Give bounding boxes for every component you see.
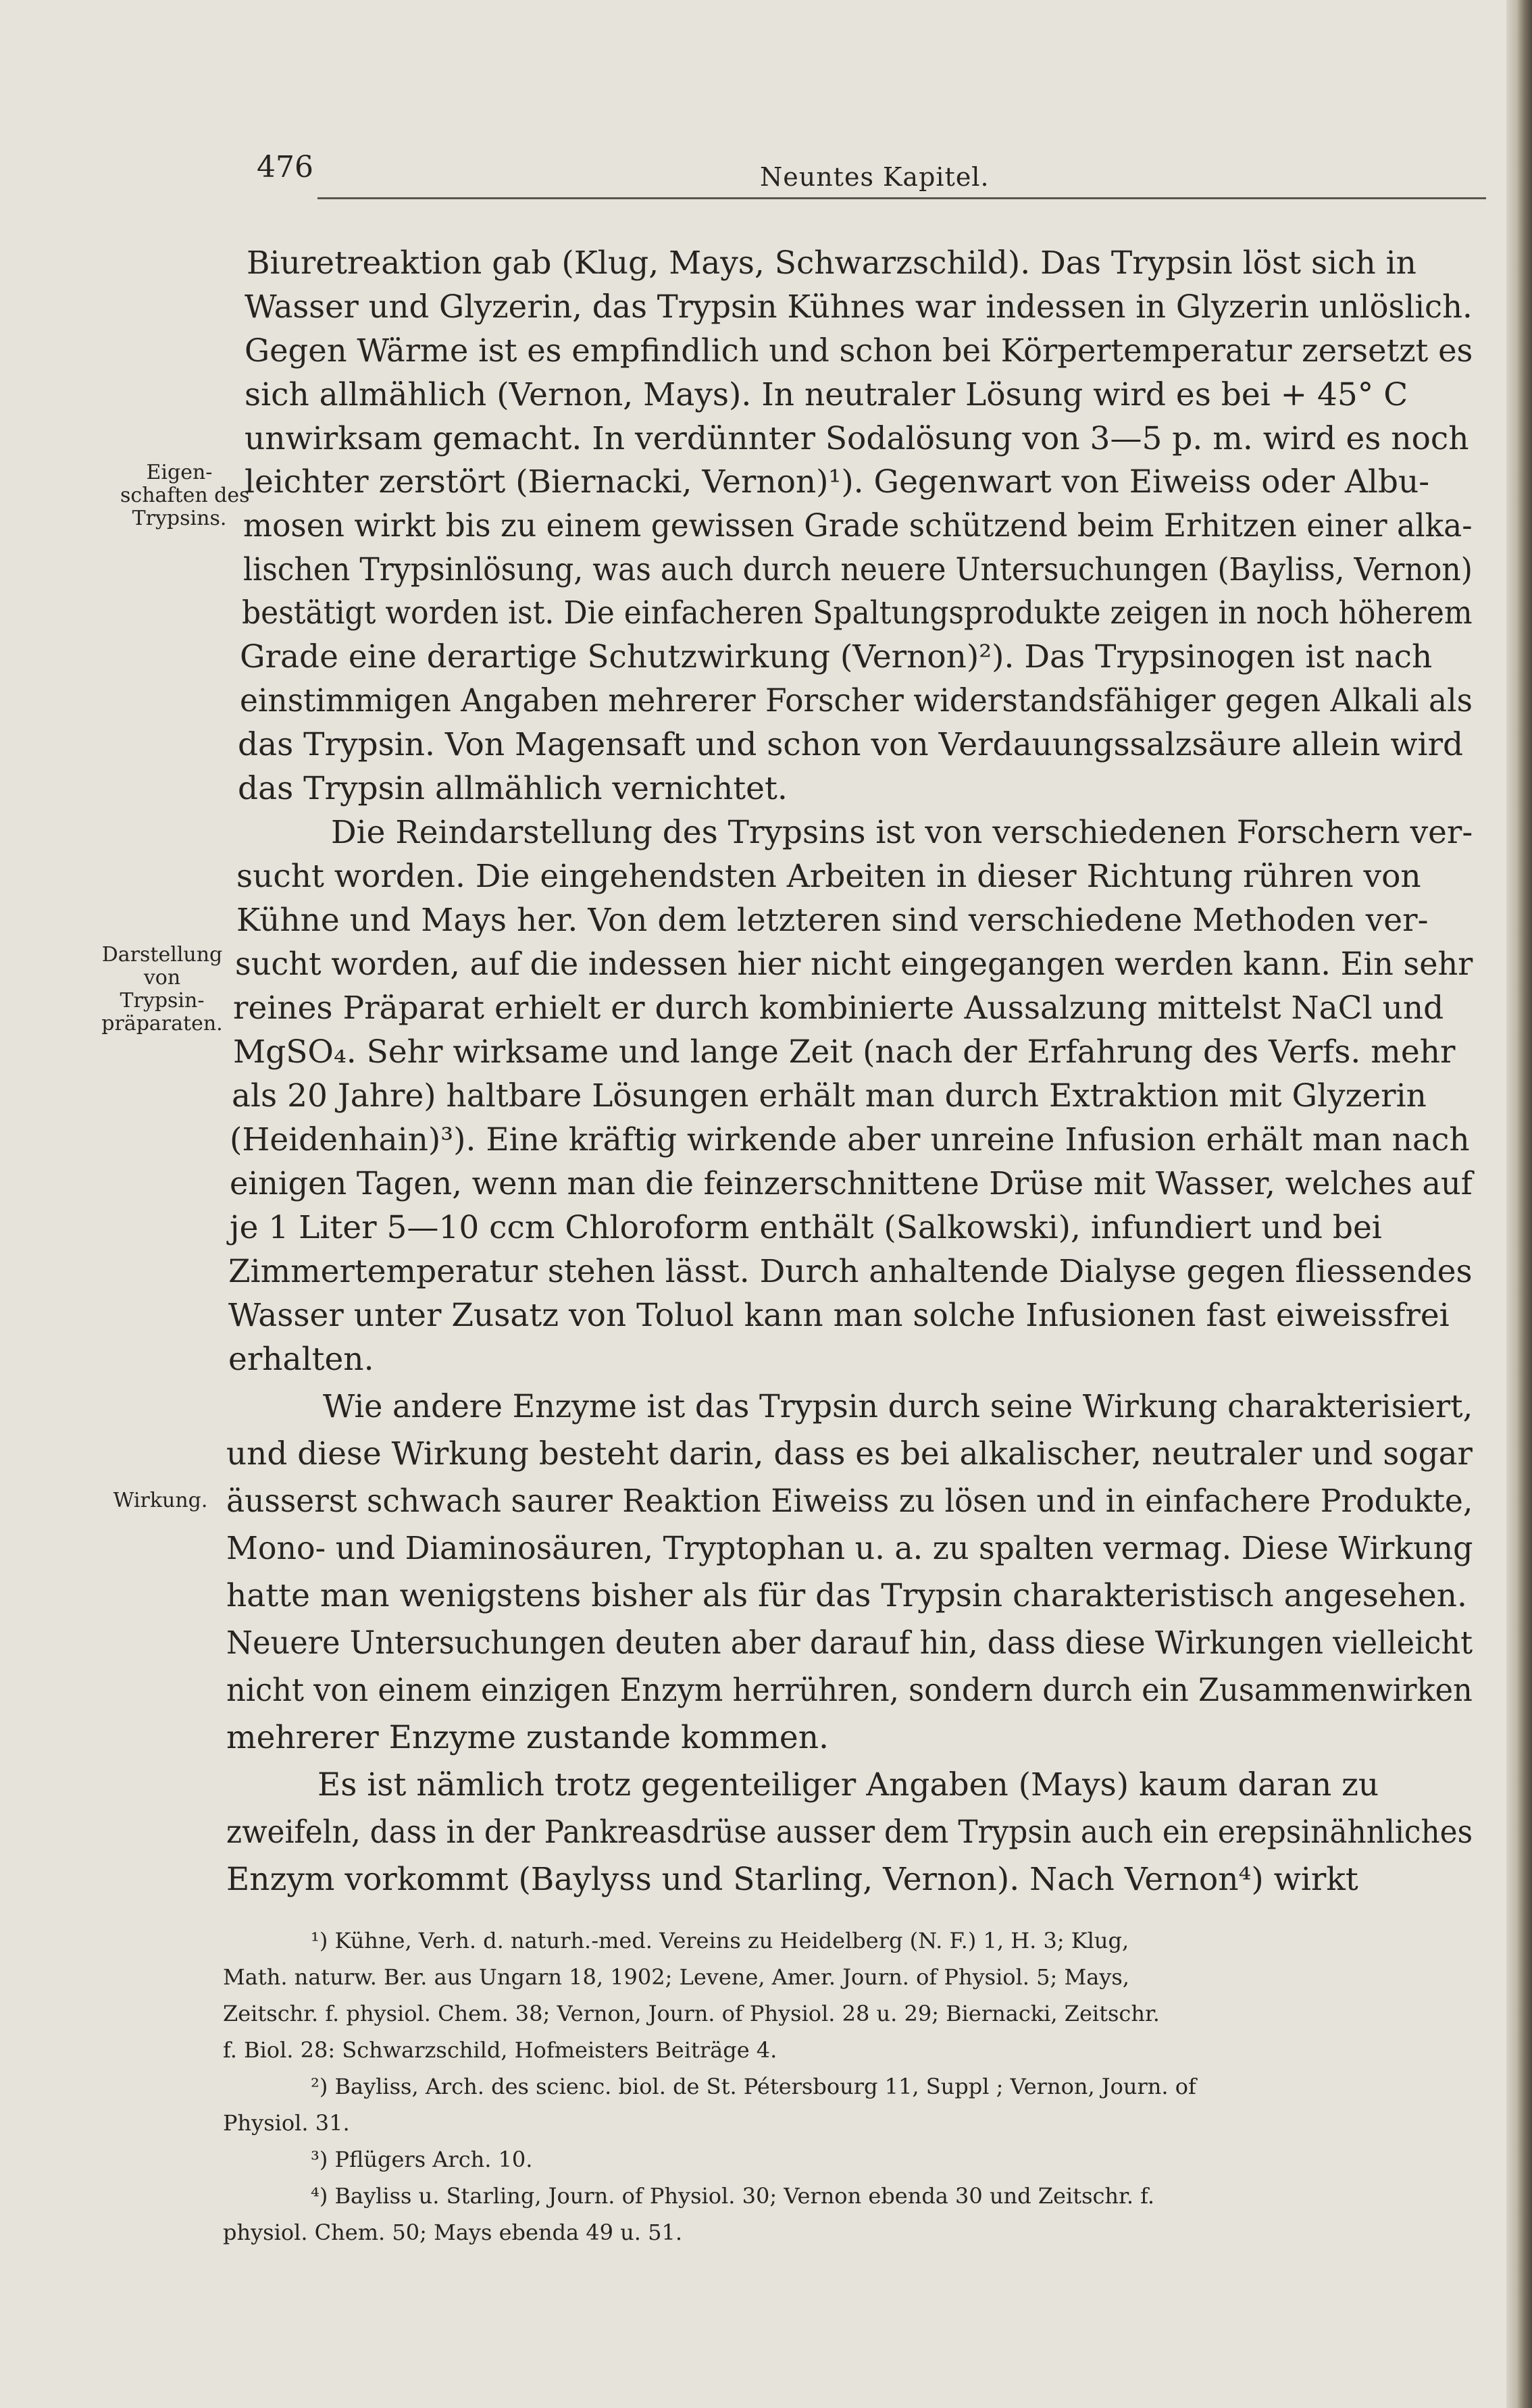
footnote-line: ³) Pflügers Arch. 10.	[311, 2147, 533, 2172]
page-number: 476	[257, 150, 313, 184]
body-line: Es ist nämlich trotz gegenteiliger Angaben (Mays) kaum daran zu	[317, 1766, 1379, 1803]
running-title: Neuntes Kapitel.	[760, 162, 990, 192]
body-line: bestätigt worden ist. Die einfacheren Spaltungsprodukte zeigen in noch höherem	[242, 594, 1473, 632]
body-line: Enzym vorkommt (Baylyss und Starling, Vernon). Nach Vernon⁴) wirkt	[226, 1861, 1358, 1898]
body-line: Neuere Untersuchungen deuten aber darauf hin, dass diese Wirkungen vielleicht	[226, 1624, 1473, 1662]
body-line: mosen wirkt bis zu einem gewissen Grade schützend beim Erhitzen einer alka-	[243, 507, 1473, 544]
page-edge-shadow	[1506, 0, 1532, 2408]
side-note-wirkung	[101, 1489, 220, 1512]
footnote-line: Zeitschr. f. physiol. Chem. 38; Vernon, Journ. of Physiol. 28 u. 29; Biernacki, Zeitschr.	[223, 2001, 1160, 2026]
body-line: mehrerer Enzyme zustande kommen.	[226, 1719, 829, 1756]
body-line: nicht von einem einzigen Enzym herrühren, sondern durch ein Zusammenwirken	[226, 1672, 1473, 1709]
footnote-line: ¹) Kühne, Verh. d. naturh.-med. Vereins zu Heidelberg (N. F.) 1, H. 3; Klug,	[311, 1928, 1129, 1953]
body-line: leichter zerstört (Biernacki, Vernon)¹). Gegenwart von Eiweiss oder Albu-	[245, 463, 1430, 501]
side-note-line: Eigen-	[146, 461, 213, 484]
body-line: Zimmertemperatur stehen lässt. Durch anhaltende Dialyse gegen fliessendes	[228, 1253, 1473, 1290]
side-note-darstellung	[91, 944, 233, 1035]
body-line: reines Präparat erhielt er durch kombinierte Aussalzung mittelst NaCl und	[233, 990, 1444, 1027]
body-line: lischen Trypsinlösung, was auch durch neuere Untersuchungen (Bayliss, Vernon)	[243, 551, 1473, 588]
side-note-line: Trypsins.	[132, 507, 227, 530]
body-line: je 1 Liter 5—10 ccm Chloroform enthält (Salkowski), infundiert und bei	[230, 1209, 1382, 1246]
body-line: äusserst schwach saurer Reaktion Eiweiss zu lösen und in einfachere Produkte,	[226, 1483, 1473, 1520]
body-line: sucht worden, auf die indessen hier nicht eingegangen werden kann. Ein sehr	[235, 946, 1473, 983]
body-line: als 20 Jahre) haltbare Lösungen erhält man durch Extraktion mit Glyzerin	[232, 1077, 1427, 1115]
body-line: einigen Tagen, wenn man die feinzerschnittene Drüse mit Wasser, welches auf	[230, 1165, 1473, 1202]
footnote-line: Physiol. 31.	[223, 2110, 350, 2136]
body-line: Mono- und Diaminosäuren, Tryptophan u. a. zu spalten vermag. Diese Wirkung	[226, 1530, 1473, 1567]
body-line: Grade eine derartige Schutzwirkung (Vernon)²). Das Trypsinogen ist nach	[240, 638, 1433, 675]
side-note-line: präparaten.	[101, 1012, 223, 1035]
body-line: das Trypsin allmählich vernichtet.	[238, 770, 788, 807]
body-line: zweifeln, dass in der Pankreasdrüse ausser dem Trypsin auch ein erepsinähnliches	[226, 1814, 1473, 1851]
side-note-line: von	[143, 966, 181, 990]
body-line: erhalten.	[228, 1341, 374, 1378]
side-note-line: Trypsin-	[120, 989, 205, 1013]
footnote-line: ²) Bayliss, Arch. des scienc. biol. de St. Pétersbourg 11, Suppl ; Vernon, Journ. of	[311, 2074, 1196, 2099]
body-line: Gegen Wärme ist es empfindlich und schon bei Körpertemperatur zersetzt es	[245, 332, 1473, 369]
body-line: Die Reindarstellung des Trypsins ist von verschiedenen Forschern ver-	[331, 814, 1473, 851]
body-line: Biuretreaktion gab (Klug, Mays, Schwarzschild). Das Trypsin löst sich in	[247, 245, 1416, 282]
side-note-line: Darstellung	[101, 943, 223, 967]
body-line: Wasser unter Zusatz von Toluol kann man solche Infusionen fast eiweissfrei	[228, 1297, 1450, 1334]
body-line: und diese Wirkung besteht darin, dass es bei alkalischer, neutraler und sogar	[226, 1435, 1473, 1472]
body-line: Kühne und Mays her. Von dem letzteren sind verschiedene Methoden ver-	[236, 902, 1429, 939]
body-line: (Heidenhain)³). Eine kräftig wirkende aber unreine Infusion erhält man nach	[230, 1121, 1470, 1158]
side-note-line: Wirkung.	[113, 1489, 208, 1512]
side-note-eigenschaften	[120, 461, 250, 530]
footnote-line: f. Biol. 28: Schwarzschild, Hofmeisters Beiträge 4.	[223, 2037, 777, 2063]
body-line: das Trypsin. Von Magensaft und schon von Verdauungssalzsäure allein wird	[238, 726, 1464, 763]
body-line: einstimmigen Angaben mehrerer Forscher widerstandsfähiger gegen Alkali als	[240, 682, 1473, 719]
body-line: sucht worden. Die eingehendsten Arbeiten in dieser Richtung rühren von	[236, 858, 1421, 895]
body-line: hatte man wenigstens bisher als für das Trypsin charakteristisch angesehen.	[226, 1577, 1467, 1614]
header-rule	[317, 197, 1486, 199]
body-line: MgSO₄. Sehr wirksame und lange Zeit (nach der Erfahrung des Verfs. mehr	[233, 1033, 1456, 1071]
body-line: sich allmählich (Vernon, Mays). In neutraler Lösung wird es bei + 45° C	[245, 376, 1408, 413]
footnote-line: ⁴) Bayliss u. Starling, Journ. of Physiol. 30; Vernon ebenda 30 und Zeitschr. f.	[311, 2183, 1155, 2209]
footnote-line: Math. naturw. Ber. aus Ungarn 18, 1902; Levene, Amer. Journ. of Physiol. 5; Mays,	[223, 1964, 1129, 1990]
body-line: Wasser und Glyzerin, das Trypsin Kühnes war indessen in Glyzerin unlöslich.	[245, 288, 1473, 326]
body-line: Wie andere Enzyme ist das Trypsin durch seine Wirkung charakterisiert,	[323, 1388, 1473, 1425]
body-line: unwirksam gemacht. In verdünnter Sodalösung von 3—5 p. m. wird es noch	[245, 420, 1469, 457]
side-note-line: schaften des	[120, 484, 250, 507]
footnote-line: physiol. Chem. 50; Mays ebenda 49 u. 51.	[223, 2220, 683, 2245]
